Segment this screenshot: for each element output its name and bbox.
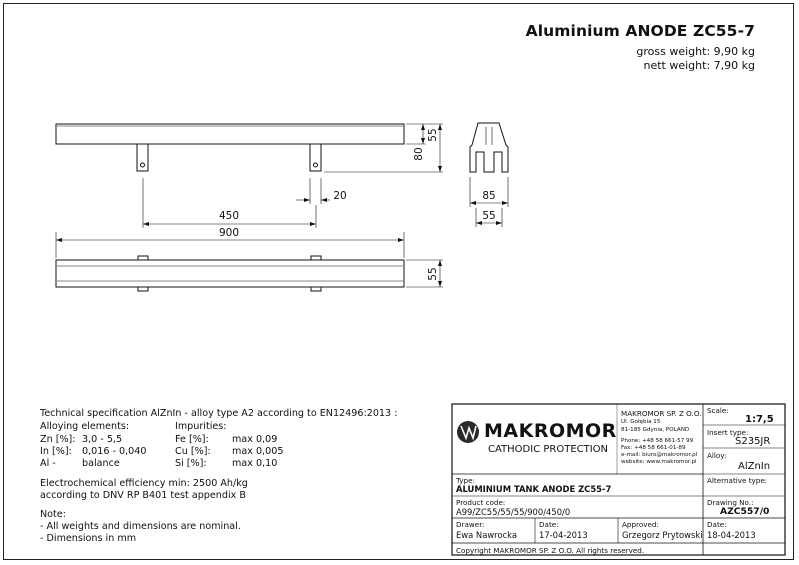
alloy-element: Zn [%]: <box>40 434 76 445</box>
alloy-value: balance <box>82 458 120 469</box>
nett-weight: nett weight: 7,90 kg <box>643 59 755 72</box>
company-phone: Phone: +48 58 661-57 99 <box>621 438 694 444</box>
dim-length-total: 900 <box>218 227 240 239</box>
drawer-value: Ewa Nawrocka <box>456 530 518 540</box>
impurity-value: max 0,005 <box>232 446 284 457</box>
type-value: ALUMINIUM TANK ANODE ZC55-7 <box>456 484 612 494</box>
impurity-value: max 0,09 <box>232 434 278 445</box>
impurities-title: Impurities: <box>175 421 227 432</box>
note-1: - All weights and dimensions are nominal. <box>40 521 241 532</box>
approved-value: Grzegorz Prytowski <box>622 530 703 540</box>
impurity-element: Fe [%]: <box>175 434 209 445</box>
date-approved-value: 18-04-2013 <box>707 530 756 540</box>
dim-side-inner: 55 <box>482 210 496 222</box>
alloy-element: In [%]: <box>40 446 72 457</box>
drawing-no-label: Drawing No.: <box>707 498 754 507</box>
insert-type-value: S235JR <box>735 436 771 447</box>
dim-front-height-top: 55 <box>427 128 439 142</box>
insert-type-label: Insert type: <box>707 428 749 437</box>
note-title: Note: <box>40 509 66 520</box>
product-code-label: Product code: <box>456 498 506 507</box>
impurity-element: Si [%]: <box>175 458 207 469</box>
note-2: - Dimensions in mm <box>40 533 137 544</box>
gross-weight: gross weight: 9,90 kg <box>636 45 755 58</box>
date-approved-label: Date: <box>707 520 727 529</box>
company-fax: Fax: +48 58 661-01-89 <box>621 445 686 451</box>
company-name: MAKROMOR SP. Z O.O. <box>621 409 702 418</box>
company-street: Ul. Gołębia 15 <box>621 419 661 425</box>
scale-value: 1:7,5 <box>745 414 774 425</box>
dim-side-width: 85 <box>482 190 496 202</box>
type-label: Type: <box>456 476 475 485</box>
drawing-no-value: AZC557/0 <box>720 506 770 517</box>
date-drawn-value: 17-04-2013 <box>539 530 588 540</box>
impurity-value: max 0,10 <box>232 458 278 469</box>
dim-spacing-mid: 450 <box>218 210 240 222</box>
company-email: e-mail: biuro@makromor.pl <box>621 452 698 458</box>
alloy-element: Al - <box>40 458 56 469</box>
drawing-title: Aluminium ANODE ZC55-7 <box>525 22 755 40</box>
efficiency-line-2: according to DNV RP B401 test appendix B <box>40 490 246 501</box>
logo-text: MAKROMOR <box>484 420 617 442</box>
alloying-title: Alloying elements: <box>40 421 130 432</box>
company-website: website: www.makromor.pl <box>621 459 697 465</box>
efficiency-line-1: Electrochemical efficiency min: 2500 Ah/kg <box>40 478 248 489</box>
dim-spacing-small: 20 <box>333 190 347 202</box>
date-drawn-label: Date: <box>539 520 559 529</box>
copyright: Copyright MAKROMOR SP. Z O.O. All rights reserved. <box>456 546 645 555</box>
product-code-value: A99/ZC55/55/55/900/450/0 <box>456 507 571 517</box>
alloy-value: 0,016 - 0,040 <box>82 446 147 457</box>
dim-front-height-total: 80 <box>413 147 425 161</box>
alt-type-label: Alternative type: <box>707 476 768 485</box>
drawer-label: Drawer: <box>456 520 485 529</box>
makromor-logo-icon <box>457 421 479 443</box>
dim-bottom-height: 55 <box>427 267 439 281</box>
company-city: 81-185 Gdynia, POLAND <box>621 427 690 433</box>
scale-label: Scale: <box>707 406 729 415</box>
approved-label: Approved: <box>622 520 659 529</box>
spec-heading: Technical specification AlZnIn - alloy type A2 according to EN12496:2013 : <box>40 408 398 419</box>
alloy-value: 3,0 - 5,5 <box>82 434 123 445</box>
alloy-value: AlZnIn <box>738 461 771 472</box>
impurity-element: Cu [%]: <box>175 446 211 457</box>
alloy-label: Alloy: <box>707 451 727 460</box>
logo-subtitle: CATHODIC PROTECTION <box>488 444 609 455</box>
